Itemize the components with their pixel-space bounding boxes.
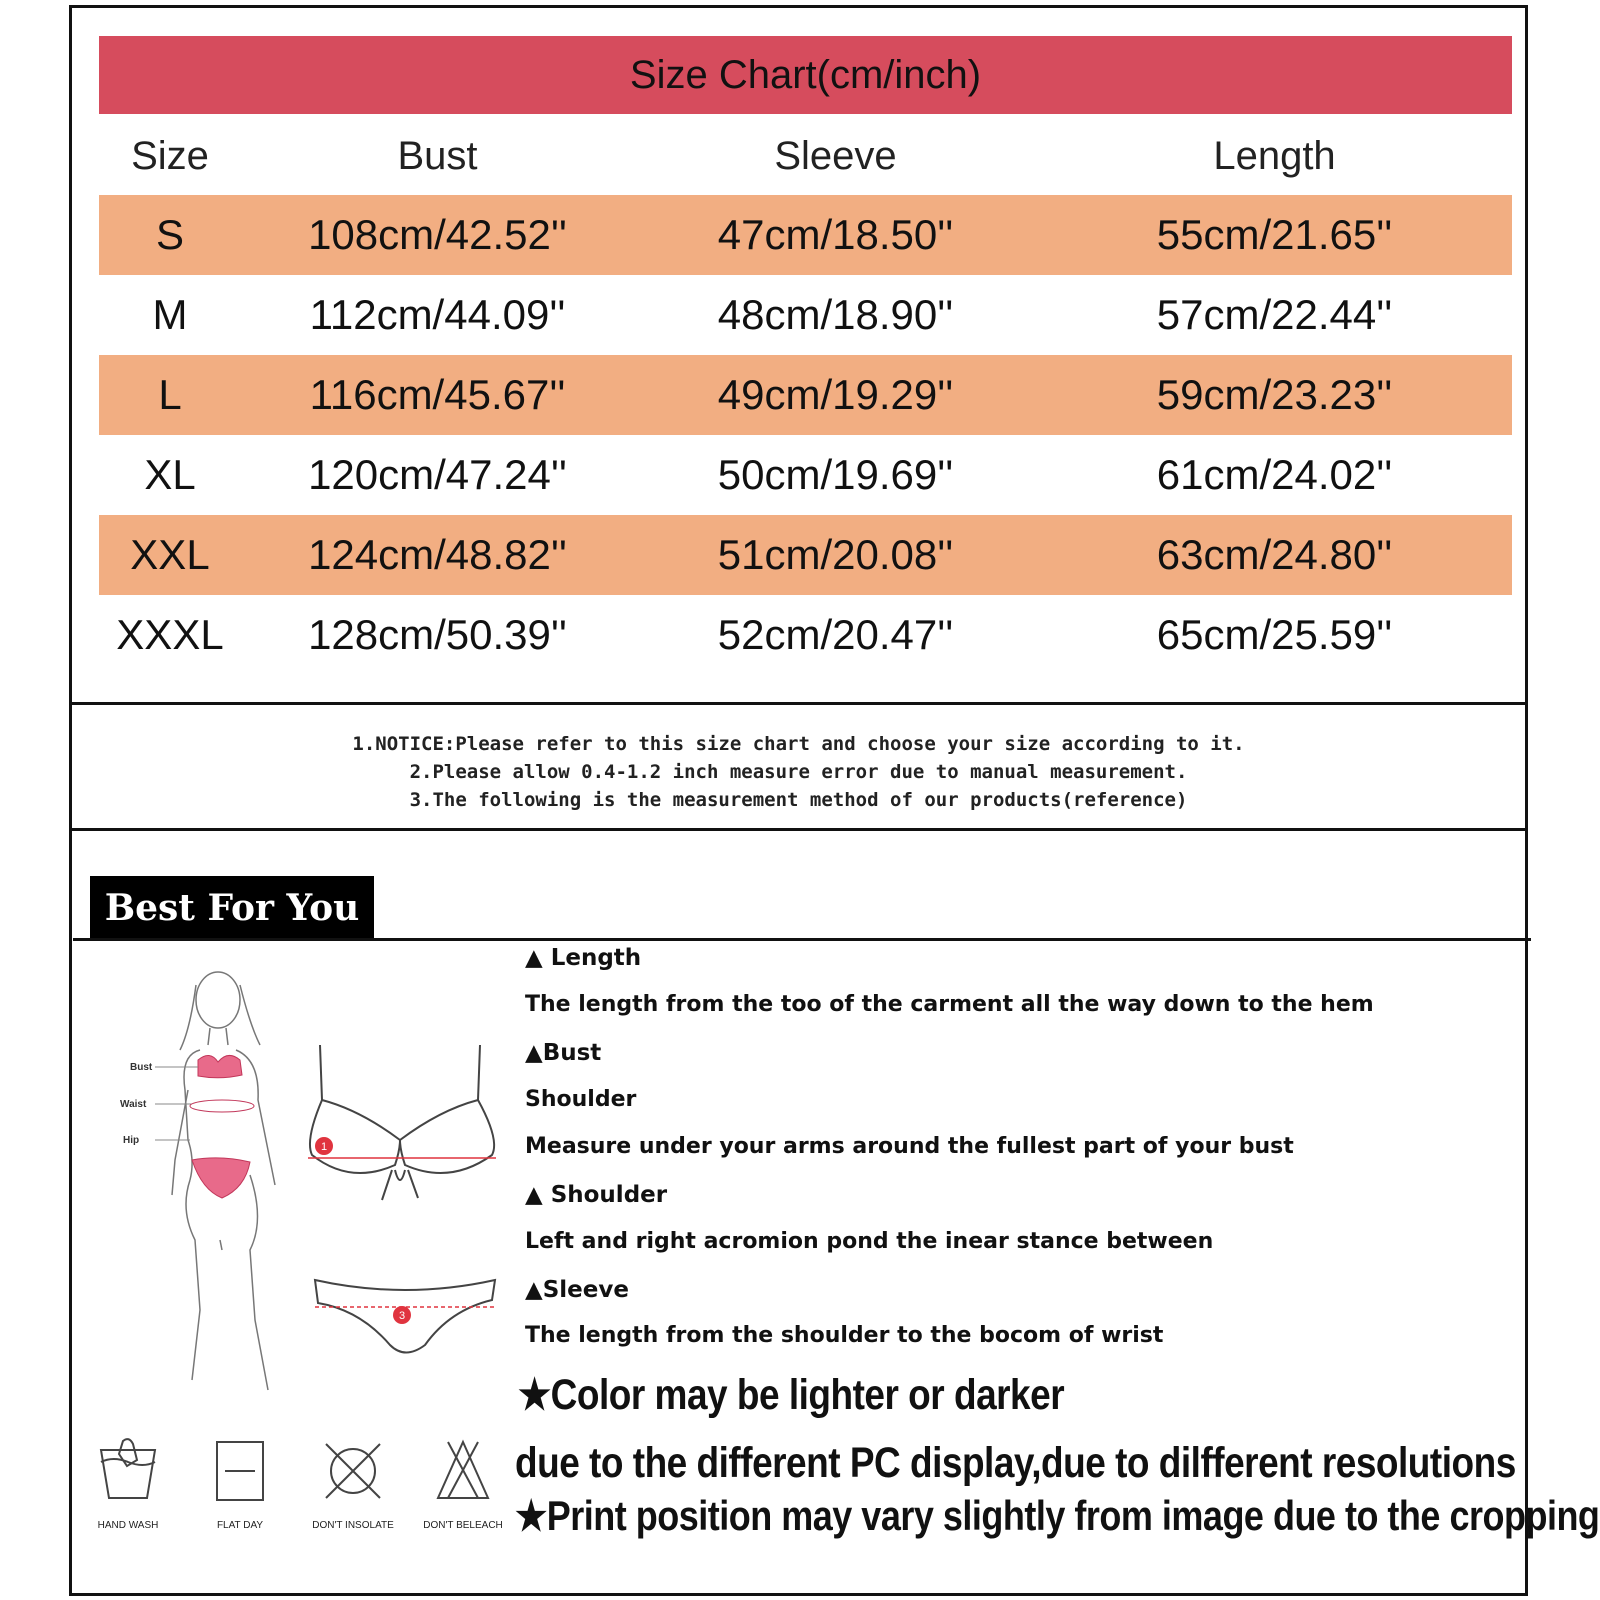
flat-dry-icon <box>200 1436 280 1511</box>
divider <box>73 938 1531 941</box>
sleeve-cell: 50cm/19.69'' <box>717 451 954 498</box>
do-not-insolate-icon <box>313 1436 393 1511</box>
table-row <box>99 355 1512 435</box>
bust-cell: 112cm/44.09'' <box>309 291 566 338</box>
bust-label: Bust <box>130 1062 153 1073</box>
shoulder-heading: ▲ Shoulder <box>525 1182 668 1208</box>
length-description: The length from the too of the carment all the way down to the hem <box>525 992 1374 1017</box>
length-cell: 59cm/23.23'' <box>1156 371 1393 418</box>
shoulder-word: Shoulder <box>525 1087 637 1112</box>
size-chart-title-bar <box>99 36 1512 114</box>
column-header-bust: Bust <box>397 133 478 178</box>
length-cell: 65cm/25.59'' <box>1156 611 1393 658</box>
sleeve-cell: 52cm/20.47'' <box>717 611 954 658</box>
divider <box>69 702 1528 705</box>
shoulder-description: Left and right acromion pond the inear stance between <box>525 1229 1214 1254</box>
bra-diagram <box>300 1040 505 1220</box>
size-chart-title: Size Chart(cm/inch) <box>629 52 982 97</box>
color-note: ★Color may be lighter or darker <box>518 1371 1065 1419</box>
do-not-bleach-icon <box>423 1436 503 1511</box>
size-cell: S <box>155 211 184 258</box>
hand-wash-icon <box>88 1436 168 1511</box>
sleeve-description: The length from the shoulder to the bocom of wrist <box>525 1323 1164 1348</box>
sleeve-cell: 48cm/18.90'' <box>717 291 954 338</box>
care-label: FLAT DAY <box>216 1520 264 1531</box>
size-cell: XXXL <box>116 611 224 658</box>
table-row <box>99 275 1512 355</box>
display-note: due to the different PC display,due to dilfferent resolutions <box>515 1439 1516 1487</box>
length-cell: 55cm/21.65'' <box>1156 211 1393 258</box>
column-header-sleeve: Sleeve <box>774 133 897 178</box>
notice-line: 3.The following is the measurement method of our products(reference) <box>409 789 1188 811</box>
bust-cell: 128cm/50.39'' <box>308 611 567 658</box>
sleeve-heading: ▲Sleeve <box>525 1277 629 1303</box>
divider <box>69 828 1528 831</box>
care-label: HAND WASH <box>97 1520 159 1531</box>
waist-label: Waist <box>120 1099 147 1110</box>
print-position-note: ★Print position may vary slightly from image due to the cropping <box>515 1492 1600 1540</box>
size-cell: XXL <box>130 531 210 578</box>
bust-cell: 108cm/42.52'' <box>308 211 567 258</box>
notice-line: 1.NOTICE:Please refer to this size chart and choose your size according to it. <box>352 733 1245 755</box>
size-cell: XL <box>144 451 196 498</box>
bottom-diagram <box>310 1275 500 1365</box>
table-row <box>99 435 1512 515</box>
length-cell: 61cm/24.02'' <box>1156 451 1393 498</box>
length-heading: ▲ Length <box>525 945 642 971</box>
column-header-size: Size <box>131 133 209 178</box>
bust-cell: 116cm/45.67'' <box>309 371 566 418</box>
bust-cell: 120cm/47.24'' <box>308 451 567 498</box>
table-row <box>99 595 1512 675</box>
table-row <box>99 195 1512 275</box>
size-cell: M <box>152 291 188 338</box>
bust-description: Measure under your arms around the fullest part of your bust <box>525 1134 1294 1159</box>
notice-block <box>72 730 1525 814</box>
table-row <box>99 515 1512 595</box>
best-for-you-heading: Best For You <box>90 876 374 940</box>
notice-line: 2.Please allow 0.4-1.2 inch measure error due to manual measurement. <box>409 761 1188 783</box>
svg-text:1: 1 <box>320 1141 328 1153</box>
size-cell: L <box>158 371 182 418</box>
svg-text:3: 3 <box>398 1310 406 1322</box>
care-label: DON'T BELEACH <box>423 1520 503 1531</box>
care-label: DON'T INSOLATE <box>312 1520 394 1531</box>
bust-cell: 124cm/48.82'' <box>308 531 567 578</box>
sleeve-cell: 49cm/19.29'' <box>717 371 954 418</box>
column-header-length: Length <box>1213 133 1336 178</box>
body-measurement-figure <box>110 950 310 1420</box>
bust-heading: ▲Bust <box>525 1040 602 1066</box>
hip-label: Hip <box>123 1135 140 1146</box>
sleeve-cell: 51cm/20.08'' <box>717 531 954 578</box>
length-cell: 63cm/24.80'' <box>1156 531 1393 578</box>
length-cell: 57cm/22.44'' <box>1156 291 1393 338</box>
sleeve-cell: 47cm/18.50'' <box>717 211 954 258</box>
